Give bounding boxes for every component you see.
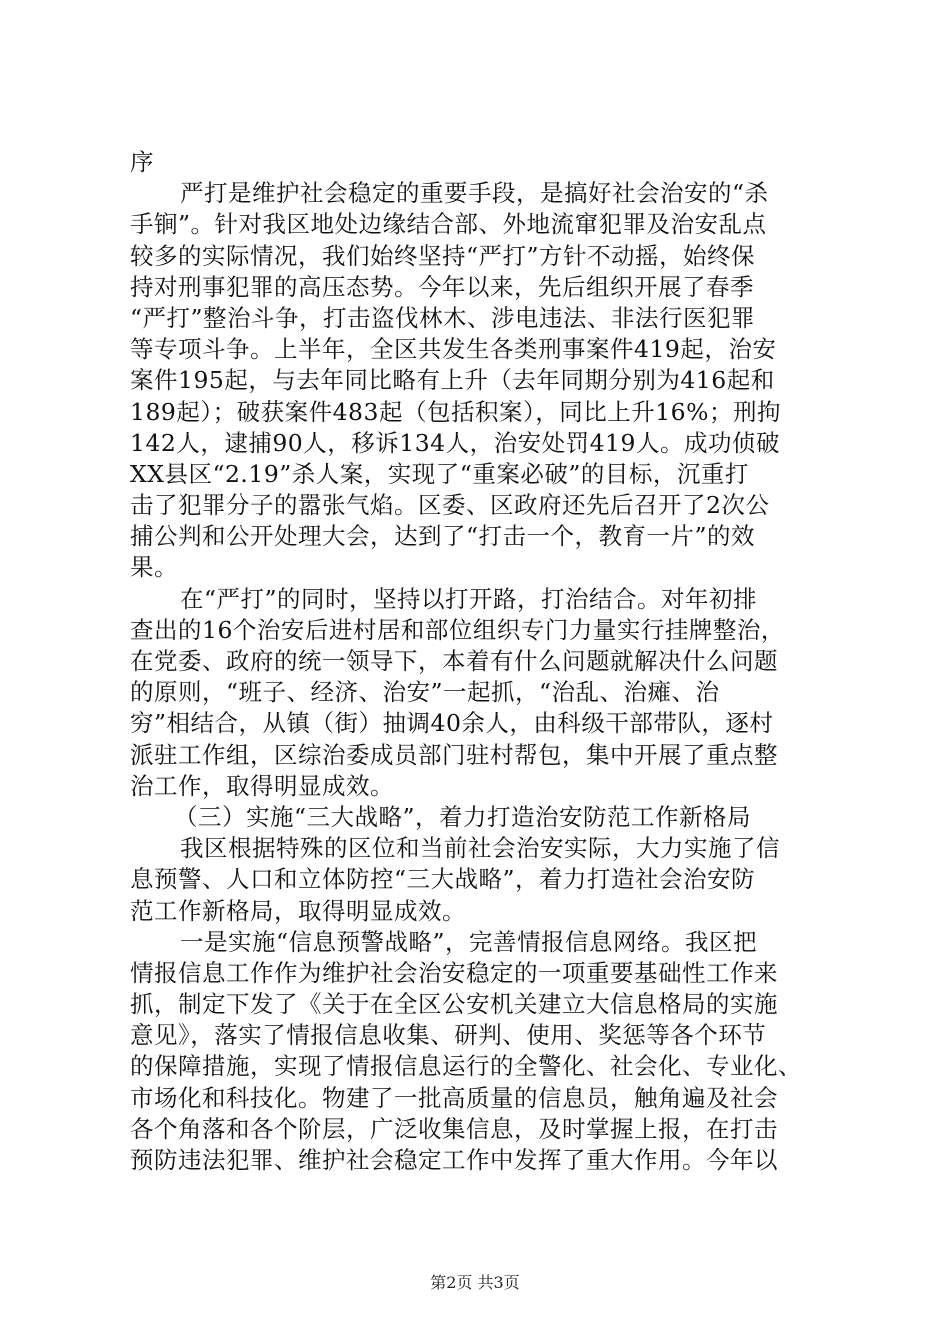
text-line: 意见》，落实了情报信息收集、研判、使用、奖惩等各个环节	[130, 1021, 767, 1050]
text-line: 捕公判和公开处理大会，达到了“打击一个，教育一片”的效	[130, 522, 756, 551]
text-line: 一是实施“信息预警战略”，完善情报信息网络。我区把	[180, 927, 758, 956]
document-body	[130, 147, 830, 1176]
page-footer	[0, 1270, 950, 1293]
text-line: 严打是维护社会稳定的重要手段，是搞好社会治安的“杀	[180, 179, 769, 208]
text-line: 派驻工作组，区综治委成员部门驻村帮包，集中开展了重点整	[130, 740, 778, 769]
text-line: 189起）；破获案件483起（包括积案），同比上升16%；刑拘	[130, 397, 781, 426]
text-line: 142人，逮捕90人，移诉134人，治安处罚419人。成功侦破	[130, 428, 780, 457]
text-line: 市场化和科技化。物建了一批高质量的信息员，触角遍及社会	[130, 1083, 778, 1112]
text-line: 击了犯罪分子的嚣张气焰。区委、区政府还先后召开了2次公	[130, 491, 770, 520]
text-line: 各个角落和各个阶层，广泛收集信息，及时掌握上报，在打击	[130, 1114, 778, 1143]
text-line: 在“严打”的同时，坚持以打开路，打治结合。对年初排	[180, 584, 758, 613]
text-line: 我区根据特殊的区位和当前社会治安实际，大力实施了信	[180, 834, 780, 863]
text-line: 持对刑事犯罪的高压态势。今年以来，先后组织开展了春季	[130, 272, 754, 301]
text-line: 较多的实际情况，我们始终坚持“严打”方针不动摇，始终保	[130, 241, 756, 270]
text-line: 序	[130, 148, 154, 176]
text-line: XX县区“2.19”杀人案，实现了“重案必破”的目标，沉重打	[130, 459, 749, 488]
text-line: 手锏”。针对我区地处边缘结合部、外地流窜犯罪及治安乱点	[130, 210, 767, 239]
text-line: 情报信息工作作为维护社会治安稳定的一项重要基础性工作来	[130, 958, 778, 987]
text-line: 穷”相结合，从镇（街）抽调40余人，由科级干部带队，逐村	[130, 709, 774, 738]
text-line: 的保障措施，实现了情报信息运行的全警化、社会化、专业化、	[130, 1052, 802, 1081]
section-heading: （三）实施“三大战略”，着力打造治安防范工作新格局	[174, 802, 752, 831]
text-line: 预防违法犯罪、维护社会稳定工作中发挥了重大作用。今年以	[130, 1146, 778, 1174]
text-line: 的原则，“班子、经济、治安”一起抓，“治乱、治瘫、治	[130, 678, 720, 707]
text-line: 治工作，取得明显成效。	[130, 771, 394, 800]
text-line: 案件195起，与去年同比略有上升（去年同期分别为416起和	[130, 366, 775, 395]
text-line: 等专项斗争。上半年，全区共发生各类刑事案件419起，治安	[130, 335, 777, 364]
text-line: 果。	[130, 553, 178, 582]
page-number: 第2页 共3页	[430, 1273, 520, 1292]
text-line: 抓，制定下发了《关于在全区公安机关建立大信息格局的实施	[130, 990, 778, 1019]
text-line: 在党委、政府的统一领导下，本着有什么问题就解决什么问题	[130, 647, 778, 675]
text-line: 范工作新格局，取得明显成效。	[130, 896, 466, 925]
text-line: “严打”整治斗争，打击盗伐林木、涉电违法、非法行医犯罪	[130, 303, 756, 332]
text-line: 查出的16个治安后进村居和部位组织专门力量实行挂牌整治，	[130, 615, 785, 644]
text-line: 息预警、人口和立体防控“三大战略”，着力打造社会治安防	[130, 865, 756, 894]
